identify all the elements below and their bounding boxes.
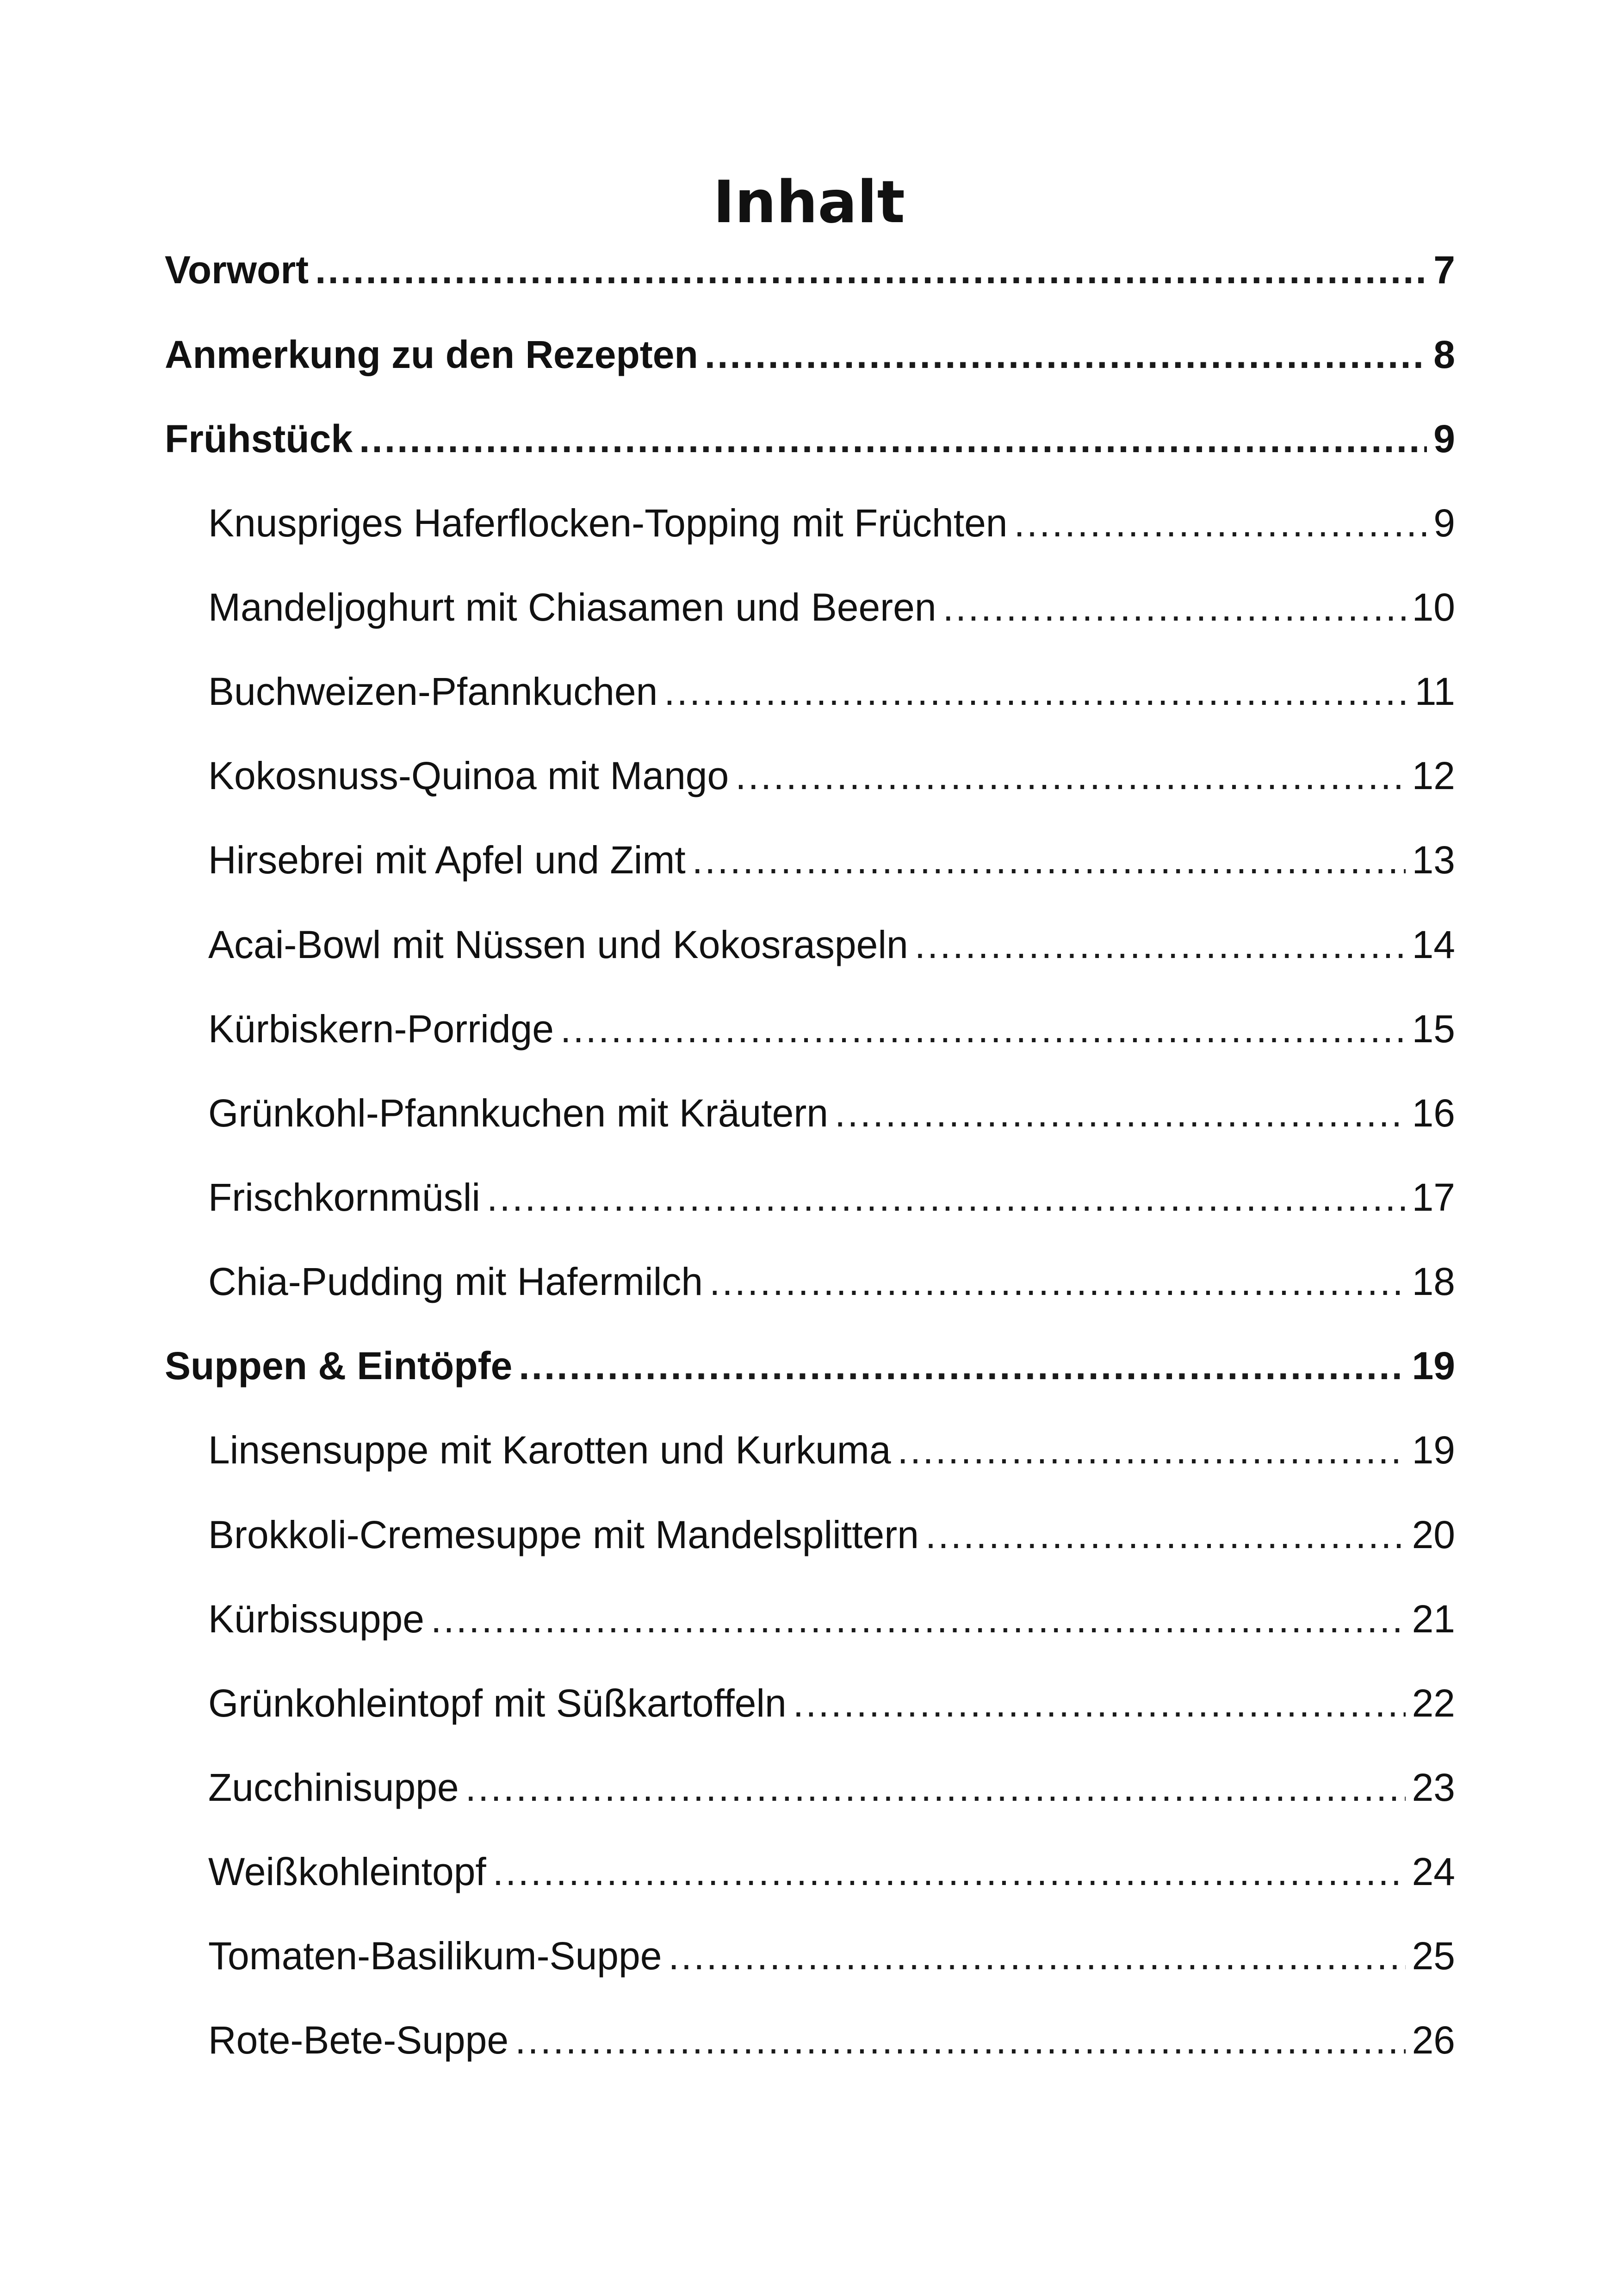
dot-leader [664, 666, 1408, 717]
toc-entry-label: Hirsebrei mit Apfel und Zimt [208, 838, 686, 882]
toc-entry-label: Tomaten-Basilikum-Suppe [208, 1934, 662, 1978]
toc-entry-page: 23 [1412, 1766, 1455, 1809]
toc-entry-page: 16 [1412, 1091, 1455, 1135]
toc-entry-label: Zucchinisuppe [208, 1766, 459, 1809]
toc-entry-page: 14 [1412, 923, 1455, 966]
toc-entry-recipe[interactable] [208, 1088, 1455, 1139]
toc-entry-recipe[interactable] [208, 1509, 1455, 1560]
dot-leader [943, 582, 1406, 633]
dot-leader [709, 1256, 1405, 1307]
toc-title: Inhalt [713, 168, 905, 236]
toc-entry-page: 7 [1433, 248, 1455, 292]
toc-entry-recipe[interactable] [208, 1762, 1455, 1813]
toc-entry-label: Acai-Bowl mit Nüssen und Kokosraspeln [208, 923, 908, 966]
toc-entry-label: Suppen & Eintöpfe [165, 1344, 513, 1388]
toc-entry-page: 11 [1414, 670, 1455, 713]
toc-entry-recipe[interactable] [208, 750, 1455, 801]
toc-entry-label: Kürbiskern-Porridge [208, 1007, 554, 1051]
toc-entry-recipe[interactable] [208, 1172, 1455, 1223]
toc-entry-page: 10 [1412, 585, 1455, 629]
dot-leader [519, 1340, 1405, 1391]
dot-leader [835, 1088, 1406, 1139]
toc-entry-page: 20 [1412, 1513, 1455, 1556]
toc-entry-recipe[interactable] [208, 2015, 1455, 2066]
toc-entry-page: 15 [1412, 1007, 1455, 1051]
toc-entry-recipe[interactable] [208, 1846, 1455, 1897]
toc-entry-vorwort[interactable] [165, 244, 1455, 295]
toc-entry-recipe[interactable] [208, 498, 1455, 548]
dot-leader [493, 1846, 1406, 1897]
toc-entry-anmerkung[interactable] [165, 329, 1455, 380]
dot-leader [705, 329, 1427, 380]
toc-entry-page: 18 [1412, 1260, 1455, 1303]
dot-leader [1014, 498, 1427, 548]
toc-entry-page: 24 [1412, 1850, 1455, 1893]
dot-leader [735, 750, 1405, 801]
toc-entry-page: 8 [1433, 333, 1455, 376]
toc-entry-label: Grünkohleintopf mit Süßkartoffeln [208, 1681, 787, 1725]
dot-leader [315, 244, 1427, 295]
toc-entry-label: Weißkohleintopf [208, 1850, 486, 1893]
toc-entry-page: 26 [1412, 2018, 1455, 2062]
toc-entry-recipe[interactable] [208, 1425, 1455, 1475]
toc-entry-label: Brokkoli-Cremesuppe mit Mandelsplittern [208, 1513, 919, 1556]
toc-entry-recipe[interactable] [208, 1003, 1455, 1054]
dot-leader [515, 2015, 1405, 2066]
dot-leader [359, 413, 1427, 464]
dot-leader [692, 834, 1406, 885]
dot-leader [465, 1762, 1406, 1813]
toc-entry-label: Linsensuppe mit Karotten und Kurkuma [208, 1428, 891, 1472]
toc-entry-label: Buchweizen-Pfannkuchen [208, 670, 658, 713]
toc-entry-label: Chia-Pudding mit Hafermilch [208, 1260, 703, 1303]
toc-entry-label: Vorwort [165, 248, 309, 292]
toc-entry-recipe[interactable] [208, 1678, 1455, 1729]
toc-entry-page: 12 [1412, 754, 1455, 797]
dot-leader [915, 919, 1406, 970]
toc-entry-recipe[interactable] [208, 1256, 1455, 1307]
toc-entry-label: Knuspriges Haferflocken-Topping mit Früchten [208, 501, 1008, 545]
toc-entry-page: 19 [1412, 1344, 1455, 1388]
toc-entry-recipe[interactable] [208, 582, 1455, 633]
toc-entry-recipe[interactable] [208, 834, 1455, 885]
toc-entry-page: 9 [1433, 417, 1455, 460]
toc-entry-page: 13 [1412, 838, 1455, 882]
toc-entry-label: Kokosnuss-Quinoa mit Mango [208, 754, 729, 797]
dot-leader [560, 1003, 1406, 1054]
toc-entry-fruehstueck[interactable] [165, 413, 1455, 464]
toc-entry-page: 22 [1412, 1681, 1455, 1725]
toc-entry-page: 25 [1412, 1934, 1455, 1978]
toc-entry-label: Anmerkung zu den Rezepten [165, 333, 698, 376]
toc-entry-recipe[interactable] [208, 919, 1455, 970]
toc-entry-suppen-eintoepfe[interactable] [165, 1340, 1455, 1391]
toc-entry-label: Kürbissuppe [208, 1597, 424, 1641]
toc-entry-label: Frühstück [165, 417, 353, 460]
dot-leader [431, 1593, 1406, 1644]
dot-leader [898, 1425, 1406, 1475]
toc-entry-page: 21 [1412, 1597, 1455, 1641]
dot-leader [487, 1172, 1405, 1223]
dot-leader [668, 1930, 1405, 1981]
dot-leader [793, 1678, 1406, 1729]
dot-leader [925, 1509, 1406, 1560]
toc-entry-recipe[interactable] [208, 1593, 1455, 1644]
toc-entry-label: Grünkohl-Pfannkuchen mit Kräutern [208, 1091, 829, 1135]
toc-entry-label: Rote-Bete-Suppe [208, 2018, 509, 2062]
toc-entry-page: 17 [1412, 1176, 1455, 1219]
toc-entry-label: Mandeljoghurt mit Chiasamen und Beeren [208, 585, 936, 629]
toc-entry-page: 19 [1412, 1428, 1455, 1472]
toc-entry-page: 9 [1433, 501, 1455, 545]
toc-entry-label: Frischkornmüsli [208, 1176, 481, 1219]
toc-entry-recipe[interactable] [208, 1930, 1455, 1981]
toc-entry-recipe[interactable] [208, 666, 1455, 717]
